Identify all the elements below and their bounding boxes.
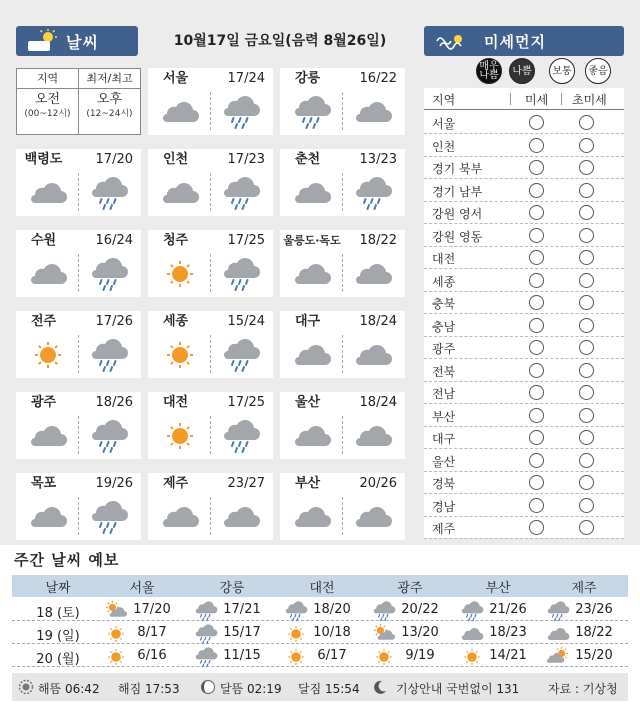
dust-row: [424, 359, 624, 382]
city-card: [148, 68, 273, 135]
cloud-icon: [292, 175, 332, 211]
pm25-indicator: [579, 228, 594, 243]
info-text: 기상안내 국번없이 131: [396, 682, 520, 696]
dust-region: 강원 영서: [432, 207, 483, 221]
dust-region: 광주: [432, 342, 456, 356]
card-divider: [342, 173, 343, 211]
weekly-temp: 13/20: [401, 625, 439, 640]
dust-row: [424, 449, 624, 472]
dust-row: [424, 426, 624, 449]
weekly-temp: 6/16: [137, 648, 167, 663]
legend-am-label: 오전: [34, 92, 61, 107]
pm25-indicator: [579, 115, 594, 130]
dust-region: 전남: [432, 387, 456, 401]
legend-pm: [79, 93, 140, 121]
rain-icon: [89, 499, 129, 535]
city-name: 광주: [30, 395, 57, 410]
pm25-indicator: [579, 453, 594, 468]
rain-icon: [221, 418, 261, 454]
dust-level-badge: 나쁨: [509, 58, 535, 84]
city-temp: 20/26: [359, 476, 397, 491]
cloud-icon: [160, 94, 200, 130]
city-temp: 18/22: [359, 233, 397, 248]
pm25-indicator: [579, 183, 594, 198]
sun-icon: [160, 337, 200, 373]
card-divider: [342, 335, 343, 373]
cloud-icon: [353, 418, 393, 454]
city-temp: 17/25: [227, 395, 265, 410]
city-temp: 15/24: [227, 314, 265, 329]
rain-icon: [89, 418, 129, 454]
sun-icon: [160, 256, 200, 292]
dust-region: 경북: [432, 477, 456, 491]
city-temp: 17/26: [95, 314, 133, 329]
pm25-indicator: [579, 273, 594, 288]
haze-icon: [434, 30, 470, 52]
weekly-date: 20 (월): [36, 652, 80, 667]
sun-icon: [28, 337, 68, 373]
city-card: [148, 311, 273, 378]
dust-region: 인천: [432, 139, 456, 154]
weekly-temp: 10/18: [313, 625, 351, 640]
city-name: 울릉도·독도: [283, 234, 341, 247]
city-card: [16, 473, 141, 540]
city-temp: 19/26: [95, 476, 133, 491]
dust-region: 경기 남부: [432, 184, 483, 199]
weekly-col-date: 날짜: [45, 581, 71, 596]
rain-icon: [89, 256, 129, 292]
city-card: [16, 311, 141, 378]
dust-row: [424, 471, 624, 494]
weekly-col-city: 강릉: [219, 581, 245, 596]
dust-row: [424, 179, 624, 202]
city-name: 대구: [294, 314, 321, 329]
card-divider: [210, 416, 211, 454]
city-name: 대전: [162, 395, 189, 410]
weekly-col-city: 광주: [397, 581, 423, 596]
city-temp: 17/20: [95, 152, 133, 167]
dust-table-header: [424, 88, 624, 110]
rain-icon: [292, 94, 332, 130]
dust-row: [424, 516, 624, 539]
city-card: [16, 392, 141, 459]
card-divider: [210, 497, 211, 535]
weekly-temp: 15/17: [223, 625, 261, 640]
rain-icon: [89, 337, 129, 373]
city-name: 백령도: [24, 152, 63, 167]
city-temp: 23/27: [227, 476, 265, 491]
city-temp: 17/25: [227, 233, 265, 248]
dust-region: 대구: [432, 432, 456, 446]
cloud-icon: [28, 175, 68, 211]
city-name: 강릉: [294, 71, 321, 86]
cloud-icon: [28, 418, 68, 454]
pm25-indicator: [579, 385, 594, 400]
dust-table: [424, 88, 624, 538]
dust-row: [424, 224, 624, 247]
weekly-col-city: 부산: [485, 581, 511, 596]
legend-am: [17, 93, 78, 121]
dust-region: 경기 북부: [432, 162, 483, 176]
pm25-indicator: [579, 475, 594, 490]
dust-region: 울산: [432, 454, 456, 469]
cloud-icon: [353, 499, 393, 535]
dust-region: 대전: [432, 252, 456, 266]
pm25-indicator: [579, 408, 594, 423]
sunset-time: 해짐 17:53: [118, 682, 180, 696]
pm10-indicator: [529, 318, 544, 333]
rain-icon: [221, 337, 261, 373]
dust-region: 세종: [432, 274, 456, 289]
city-temp: 13/23: [359, 152, 397, 167]
dust-row: [424, 246, 624, 269]
weekly-row: [12, 645, 628, 667]
dust-col-region: 지역: [432, 93, 456, 107]
moon-icon: [200, 679, 216, 695]
pm10-indicator: [529, 160, 544, 175]
dust-row: [424, 494, 624, 517]
pm10-indicator: [529, 205, 544, 220]
dust-col-pm10: 미세: [525, 93, 549, 107]
dust-region: 서울: [432, 117, 456, 131]
cloud-icon: [160, 499, 200, 535]
dust-region: 제주: [432, 522, 456, 536]
rain-icon: [221, 94, 261, 130]
weather-header: [16, 26, 138, 56]
weekly-temp: 15/20: [575, 648, 613, 663]
dust-row: [424, 269, 624, 292]
city-card: [280, 473, 405, 540]
pm10-indicator: [529, 250, 544, 265]
sun-cloud-icon: [26, 28, 60, 54]
weekly-col-city: 대전: [309, 581, 335, 596]
pm10-indicator: [529, 183, 544, 198]
cloud-icon: [160, 175, 200, 211]
sun-icon: [160, 418, 200, 454]
rain-icon: [89, 175, 129, 211]
pm25-indicator: [579, 430, 594, 445]
pm10-indicator: [529, 273, 544, 288]
weekly-temp: 21/26: [489, 602, 527, 617]
weekly-col-city: 제주: [571, 581, 597, 596]
city-temp: 17/23: [227, 152, 265, 167]
weekly-temp: 9/19: [405, 648, 435, 663]
city-name: 인천: [162, 152, 189, 167]
weekly-temp: 20/22: [401, 602, 439, 617]
city-temp: 17/24: [227, 71, 265, 86]
city-card: [280, 149, 405, 216]
source-text: 자료 : 기상청: [548, 682, 618, 696]
weather-title: 날씨: [66, 32, 99, 52]
moonrise-time: 달뜸 02:19: [220, 682, 282, 696]
city-card: [148, 473, 273, 540]
legend-pm-hours: (12~24시): [86, 109, 133, 119]
dust-region: 강원 영동: [432, 229, 483, 244]
city-card: [280, 68, 405, 135]
pm25-indicator: [579, 250, 594, 265]
cloud-icon: [292, 499, 332, 535]
card-divider: [78, 497, 79, 535]
weekly-row: [12, 599, 628, 621]
cloud-icon: [353, 337, 393, 373]
dust-level-badge: 매우나쁨: [476, 58, 502, 84]
city-card: [148, 392, 273, 459]
legend-am-hours: (00~12시): [24, 109, 71, 119]
city-name: 서울: [162, 71, 189, 86]
weekly-temp: 18/23: [489, 625, 527, 640]
rain-icon: [353, 175, 393, 211]
city-temp: 18/24: [359, 395, 397, 410]
dust-region: 충남: [432, 319, 456, 334]
legend-region: 지역: [36, 72, 59, 85]
cloud-icon: [221, 499, 261, 535]
dust-head-divider: [561, 93, 562, 105]
pm10-indicator: [529, 363, 544, 378]
pm10-indicator: [529, 498, 544, 513]
city-temp: 18/24: [359, 314, 397, 329]
weekly-temp: 17/21: [223, 602, 261, 617]
cloud-icon: [353, 256, 393, 292]
pm25-indicator: [579, 318, 594, 333]
city-card: [148, 149, 273, 216]
city-card: [16, 149, 141, 216]
crescent-icon: [372, 679, 388, 695]
card-divider: [78, 416, 79, 454]
date-label: 10월17일 금요일(음력 8월26일): [173, 33, 387, 49]
dust-region: 부산: [432, 409, 456, 424]
dust-row: [424, 201, 624, 224]
weekly-temp: 14/21: [489, 648, 527, 663]
weekly-row: [12, 622, 628, 644]
city-name: 부산: [294, 476, 321, 491]
card-divider: [210, 92, 211, 130]
dust-row: [424, 381, 624, 404]
card-divider: [210, 335, 211, 373]
dust-region: 충북: [432, 297, 456, 311]
pm10-indicator: [529, 340, 544, 355]
card-divider: [342, 254, 343, 292]
sunrise-time: 해뜸 06:42: [38, 682, 100, 696]
weekly-temp: 17/20: [133, 602, 171, 617]
legend-box: [16, 68, 141, 135]
rain-icon: [221, 256, 261, 292]
weekly-date: 19 (일): [36, 629, 80, 644]
weekly-date: 18 (토): [36, 606, 80, 621]
city-name: 전주: [30, 314, 57, 329]
weekly-table: [12, 575, 628, 670]
dust-region: 전북: [432, 364, 456, 379]
pm25-indicator: [579, 205, 594, 220]
weekly-temp: 23/26: [575, 602, 613, 617]
rain-icon: [221, 175, 261, 211]
city-temp: 16/24: [95, 233, 133, 248]
city-card: [16, 230, 141, 297]
weekly-header: [12, 575, 628, 597]
weekly-col-city: 서울: [129, 581, 155, 596]
dust-row: [424, 111, 624, 134]
pm10-indicator: [529, 228, 544, 243]
city-name: 수원: [30, 233, 57, 248]
dust-level-badge: 보통: [549, 58, 575, 84]
city-name: 제주: [162, 476, 189, 491]
city-card: [148, 230, 273, 297]
cloud-icon: [292, 418, 332, 454]
card-divider: [342, 497, 343, 535]
dust-title: 미세먼지: [484, 32, 546, 51]
pm25-indicator: [579, 498, 594, 513]
card-divider: [78, 335, 79, 373]
city-card: [280, 311, 405, 378]
dust-row: [424, 404, 624, 427]
city-name: 세종: [162, 314, 189, 329]
card-divider: [342, 416, 343, 454]
city-card: [280, 392, 405, 459]
footer: [12, 673, 628, 701]
legend-pm-label: 오후: [96, 92, 123, 107]
city-card: [280, 230, 405, 297]
pm25-indicator: [579, 160, 594, 175]
moonset-time: 달짐 15:54: [298, 682, 360, 696]
weekly-title: 주간 날씨 예보: [14, 551, 120, 569]
weekly-temp: 18/20: [313, 602, 351, 617]
dust-row: [424, 336, 624, 359]
cloud-icon: [28, 256, 68, 292]
cloud-icon: [292, 337, 332, 373]
pm25-indicator: [579, 340, 594, 355]
pm10-indicator: [529, 408, 544, 423]
city-temp: 16/22: [359, 71, 397, 86]
dust-col-pm25: 초미세: [572, 93, 607, 107]
pm10-indicator: [529, 115, 544, 130]
pm10-indicator: [529, 385, 544, 400]
dust-header: [424, 26, 624, 56]
weekly-temp: 18/22: [575, 625, 613, 640]
cloud-icon: [292, 256, 332, 292]
city-name: 춘천: [294, 152, 321, 167]
dust-level-badge: 좋음: [585, 58, 611, 84]
city-name: 청주: [162, 233, 189, 248]
city-name: 목포: [30, 476, 57, 491]
pm10-indicator: [529, 295, 544, 310]
pm25-indicator: [579, 363, 594, 378]
cloud-icon: [353, 94, 393, 130]
dust-region: 경남: [432, 499, 456, 514]
weekly-temp: 11/15: [223, 648, 261, 663]
dust-head-divider: [510, 93, 511, 105]
cloud-icon: [28, 499, 68, 535]
city-name: 울산: [294, 395, 321, 410]
weekly-temp: 8/17: [137, 625, 167, 640]
card-divider: [210, 173, 211, 211]
pm10-indicator: [529, 430, 544, 445]
legend-minmax: 최저/최고: [86, 72, 133, 85]
pm25-indicator: [579, 520, 594, 535]
pm25-indicator: [579, 295, 594, 310]
pm10-indicator: [529, 453, 544, 468]
dust-row: [424, 291, 624, 314]
sunrise-icon: [18, 679, 34, 695]
card-divider: [78, 254, 79, 292]
pm10-indicator: [529, 520, 544, 535]
card-divider: [342, 92, 343, 130]
pm10-indicator: [529, 475, 544, 490]
pm25-indicator: [579, 138, 594, 153]
pm10-indicator: [529, 138, 544, 153]
card-divider: [210, 254, 211, 292]
dust-row: [424, 314, 624, 337]
dust-row: [424, 134, 624, 157]
card-divider: [78, 173, 79, 211]
city-temp: 18/26: [95, 395, 133, 410]
dust-row: [424, 156, 624, 179]
weekly-temp: 6/17: [317, 648, 347, 663]
